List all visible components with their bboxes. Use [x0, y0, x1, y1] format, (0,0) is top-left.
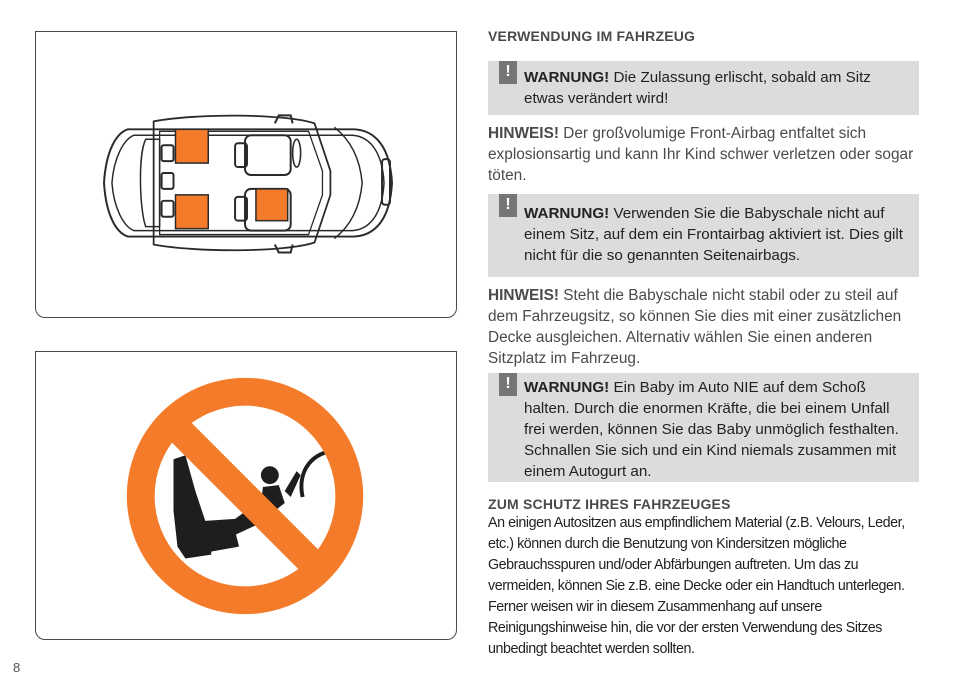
note-text: Steht die Babyschale nicht stabil oder zu steil auf dem Fahrzeugsitz, so können Sie dies mit einer zusätzlichen Decke ausgleichen. Alternativ wählen Sie einen anderen Sitzplatz im Fahrzeug.	[488, 287, 902, 367]
page-number: 8	[13, 660, 21, 675]
warning-icon: !	[499, 61, 517, 84]
note-front-airbag	[488, 123, 918, 186]
warning-box-lap	[488, 373, 919, 482]
note-text: Der großvolumige Front-Airbag entfaltet sich explosionsartig und kann Ihr Kind schwer verletzen oder sogar töten.	[488, 125, 914, 184]
note-stability	[488, 285, 918, 369]
warning-box-approval	[488, 61, 919, 115]
warning-icon: !	[499, 194, 517, 217]
note-label: HINWEIS!	[488, 125, 559, 142]
warning-text: Die Zulassung erlischt, sobald am Sitz etwas verändert wird!	[524, 69, 871, 107]
warning-icon: !	[499, 373, 517, 396]
vehicle-protection-text: An einigen Autositzen aus empfindlichem Material (z.B. Velours, Leder, etc.) können durch die Benutzung von Kindersitzen mögliche Gebrauchsspuren und/oder Abfärbungen auftreten. Um das zu vermeiden, können Sie z.B. eine Decke oder ein Handtuch unterlegen. Ferner weisen wir in diesem Zusammenhang auf unsere Reinigungshinweise hin, die vor der ersten Verwendung des Sitzes unbedingt beachtet werden sollten.	[488, 515, 905, 657]
car-diagram-panel	[35, 31, 457, 318]
section-heading-vehicle-protection: ZUM SCHUTZ IHRES FAHRZEUGES	[488, 496, 731, 512]
warning-text: Verwenden Sie die Babyschale nicht auf einem Sitz, auf dem ein Frontairbag aktiviert ist. Dies gilt nicht für die so genannten Seitenairbags.	[524, 205, 903, 264]
note-label: HINWEIS!	[488, 287, 559, 304]
warning-label: WARNUNG!	[524, 379, 610, 396]
section-heading-vehicle-use: VERWENDUNG IM FAHRZEUG	[488, 28, 696, 44]
warning-label: WARNUNG!	[524, 69, 610, 86]
car-top-view-icon	[36, 32, 456, 317]
warning-label: WARNUNG!	[524, 205, 610, 222]
prohibited-baby-on-lap-icon	[36, 352, 456, 639]
warning-box-airbag	[488, 194, 919, 277]
warning-text: Ein Baby im Auto NIE auf dem Schoß halten. Durch die enormen Kräfte, die bei einem Unfall frei werden, können Sie das Baby unmöglich festhalten. Schnallen Sie sich und ein Kind niemals zusammen mit einem Autogurt an.	[524, 379, 899, 480]
prohibition-panel	[35, 351, 457, 640]
